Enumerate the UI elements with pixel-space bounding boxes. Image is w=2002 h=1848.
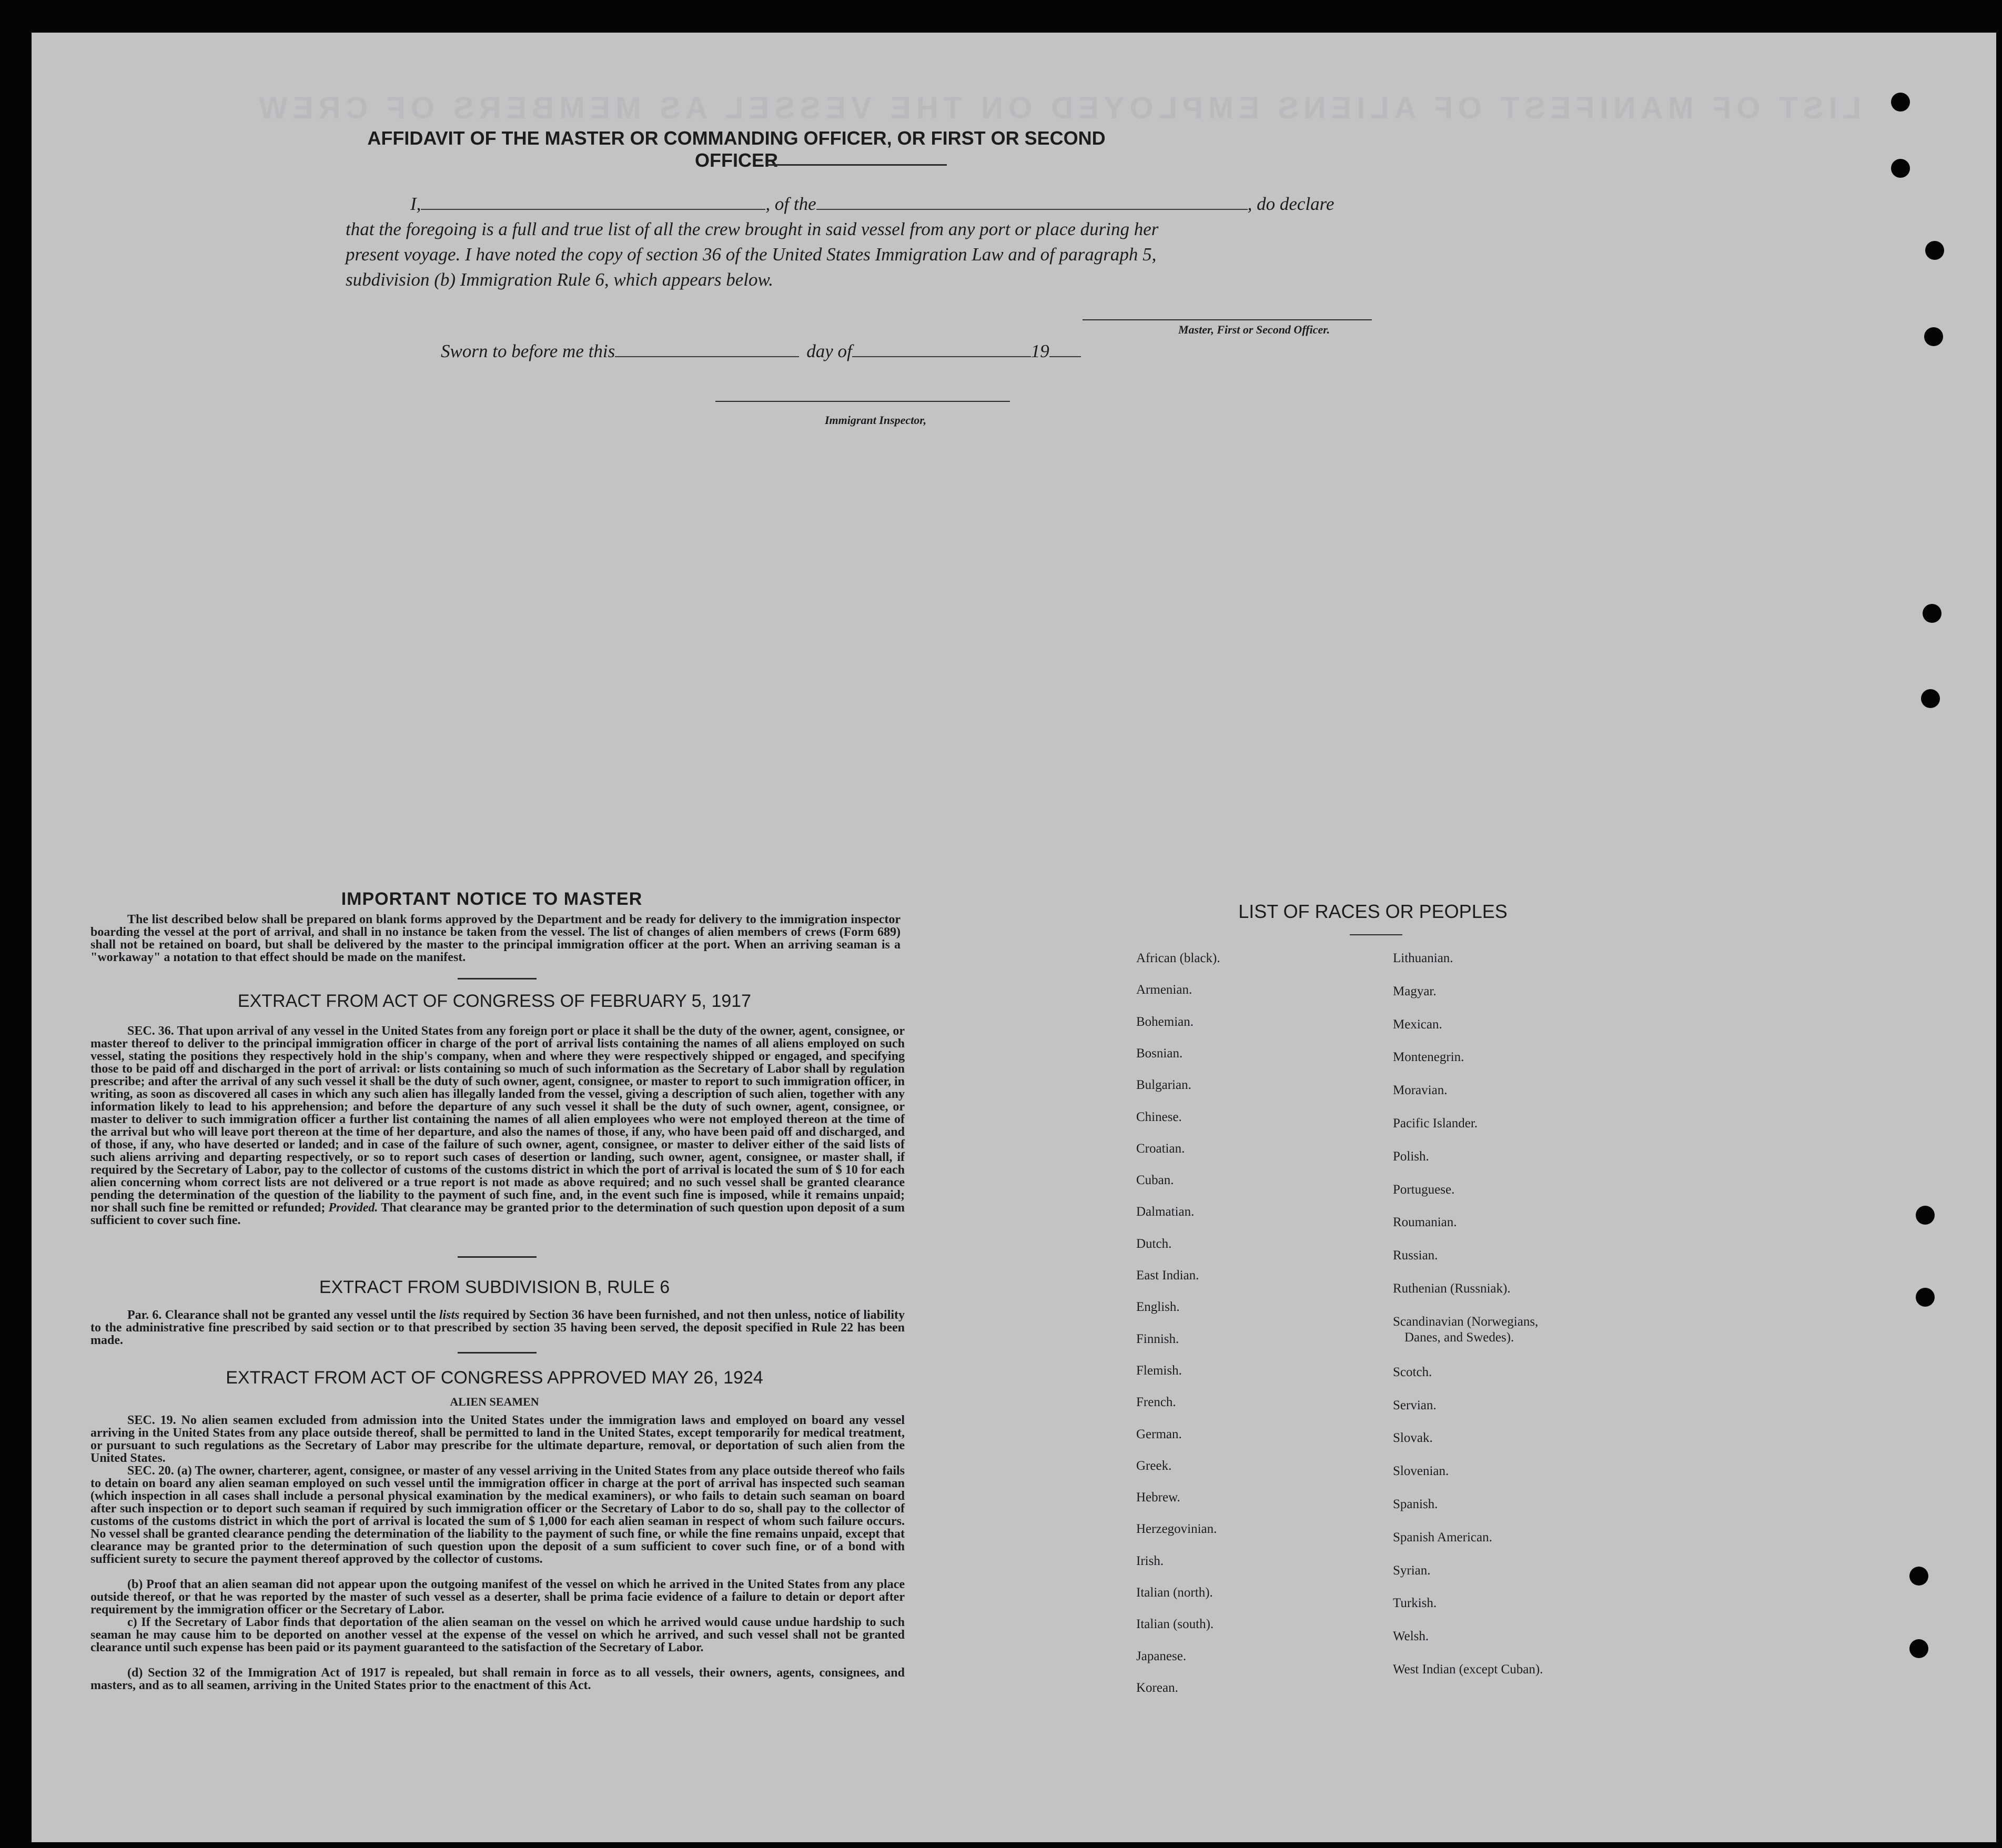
race-item: Russian. bbox=[1393, 1248, 1438, 1263]
binder-hole bbox=[1924, 327, 1943, 346]
sworn-year-blank[interactable] bbox=[1049, 356, 1081, 357]
race-item: Turkish. bbox=[1393, 1596, 1437, 1611]
race-item: Japanese. bbox=[1136, 1649, 1187, 1663]
race-item: Mexican. bbox=[1393, 1017, 1442, 1032]
race-item: Scotch. bbox=[1393, 1365, 1432, 1379]
race-item: Herzegovinian. bbox=[1136, 1522, 1217, 1537]
extract-1924-title: EXTRACT FROM ACT OF CONGRESS APPROVED MAY 26, 1924 bbox=[226, 1368, 763, 1388]
race-item: Chinese. bbox=[1136, 1109, 1182, 1124]
sworn-month-blank[interactable] bbox=[852, 356, 1031, 357]
race-item: Flemish. bbox=[1136, 1363, 1182, 1378]
races-title: LIST OF RACES OR PEOPLES bbox=[1238, 901, 1508, 922]
race-item: Spanish. bbox=[1393, 1497, 1438, 1511]
race-item: Danes, and Swedes). bbox=[1404, 1330, 1514, 1345]
race-item: Armenian. bbox=[1136, 983, 1192, 997]
rule-6-body: Par. 6. Clearance shall not be granted any vessel until the lists required by Section 36 have been furnished, and not then unless, notice of liability to the administrative fine prescribed by said section or to that prescribed by section 35 having been served, the deposit specified in Rule 22 has been made. bbox=[90, 1308, 905, 1347]
inspector-label: Immigrant Inspector, bbox=[825, 413, 927, 427]
binder-hole bbox=[1923, 604, 1942, 623]
binder-hole bbox=[1909, 1639, 1928, 1658]
master-signature-label: Master, First or Second Officer. bbox=[1178, 323, 1330, 336]
extract-1924-sec-19: SEC. 19. No alien seamen excluded from admission into the United States under the immigration laws and employed on board any vessel arriving in the United States from any place outside thereof, shall be permitted to land in the United States, except temporarily for medical treatment, or pursuant to such regulations as the Secretary of Labor may prescribe for the ultimate departure, removal, or deportation of such alien from the United States. bbox=[90, 1413, 905, 1465]
race-item: Moravian. bbox=[1393, 1083, 1448, 1098]
bleed-through-heading: LIST OF MANIFEST OF ALIENS EMPLOYED ON THE VESSEL AS MEMBERS OF CREW bbox=[254, 91, 1861, 125]
race-item: Ruthenian (Russniak). bbox=[1393, 1281, 1511, 1296]
race-item: Finnish. bbox=[1136, 1331, 1179, 1346]
race-item: English. bbox=[1136, 1300, 1180, 1315]
race-item: Slovak. bbox=[1393, 1431, 1433, 1446]
race-item: Dalmatian. bbox=[1136, 1205, 1195, 1219]
race-item: Roumanian. bbox=[1393, 1215, 1457, 1230]
extract-1917-title: EXTRACT FROM ACT OF CONGRESS OF FEBRUARY 5, 1917 bbox=[237, 991, 752, 1011]
race-item: Bohemian. bbox=[1136, 1014, 1194, 1029]
affidavit-title: AFFIDAVIT OF THE MASTER OR COMMANDING OFFICER, OR FIRST OR SECOND OFFICER bbox=[367, 127, 1106, 171]
extract-1924-sec-20a: SEC. 20. (a) The owner, charterer, agent, consignee, or master of any vessel arriving in the United States from any place outside thereof who fails to detain on board any alien seaman employed on such vessel until the immigration officer in charge at the port of arrival has inspected such seaman (which inspection in all cases shall include a personal physical examination by the medical examiners), or who fails to detain such seaman on board after such inspection or to deport such seaman if required by such immigration officer or the Secretary of Labor to do so, shall pay to the collector of customs of the customs district in which the port of arrival is located the sum of $ 1,000 for each alien seaman in respect of whom such failure occurs. No vessel shall be granted clearance pending the determination of the liability to the payment of such fine, or while the fine remains unpaid, except that clearance may be granted prior to the determination of such question upon the deposit of a sum sufficient to cover such fine, or of a bond with sufficient surety to secure the payment thereof approved by the collector of customs. bbox=[90, 1464, 905, 1566]
race-item: African (black). bbox=[1136, 951, 1220, 965]
sworn-line: Sworn to before me this day of 19 bbox=[441, 341, 1081, 362]
extract-1924-sec-20b: (b) Proof that an alien seaman did not appear upon the outgoing manifest of the vessel on which he arrived in the United States from any place outside thereof, or that he was reported by the master of such vessel as a deserter, shall be prima facie evidence of a failure to detain or deport after requirement by the immigration officer or the Secretary of Labor. bbox=[90, 1578, 905, 1617]
race-item: German. bbox=[1136, 1427, 1182, 1441]
notice-rule bbox=[458, 978, 537, 979]
binder-hole bbox=[1916, 1206, 1935, 1225]
race-item: Greek. bbox=[1136, 1458, 1172, 1473]
race-item: Portuguese. bbox=[1393, 1182, 1455, 1197]
rule-6-rule bbox=[458, 1352, 537, 1354]
race-item: Pacific Islander. bbox=[1393, 1116, 1478, 1130]
binder-hole bbox=[1921, 689, 1940, 708]
binder-hole bbox=[1891, 159, 1910, 178]
race-item: Italian (south). bbox=[1136, 1617, 1214, 1632]
inspector-signature-line[interactable] bbox=[715, 401, 1010, 402]
race-item: Servian. bbox=[1393, 1398, 1437, 1412]
race-item: Welsh. bbox=[1393, 1629, 1429, 1644]
extract-1924-sec-20d: (d) Section 32 of the Immigration Act of 1917 is repealed, but shall remain in force as to all vessels, their owners, agents, consignees, and masters, and as to all seamen, arriving in the United States prior to the enactment of this Act. bbox=[90, 1666, 905, 1692]
race-item: Bosnian. bbox=[1136, 1046, 1183, 1061]
races-title-rule bbox=[1350, 934, 1402, 935]
extract-1924-subtitle: ALIEN SEAMEN bbox=[450, 1395, 539, 1408]
affidavit-line-1: I, , of the , do declare bbox=[410, 194, 1334, 214]
race-item: Croatian. bbox=[1136, 1141, 1185, 1156]
race-item: French. bbox=[1136, 1395, 1176, 1410]
binder-hole bbox=[1916, 1288, 1935, 1307]
affidavit-line-4: subdivision (b) Immigration Rule 6, which appears below. bbox=[346, 269, 774, 290]
declarant-name-blank[interactable] bbox=[421, 209, 765, 210]
binder-hole bbox=[1925, 241, 1944, 260]
race-item: Montenegrin. bbox=[1393, 1050, 1464, 1065]
rule-6-title: EXTRACT FROM SUBDIVISION B, RULE 6 bbox=[319, 1277, 670, 1297]
race-item: Slovenian. bbox=[1393, 1464, 1449, 1479]
master-signature-line[interactable] bbox=[1083, 319, 1372, 320]
notice-body: The list described below shall be prepared on blank forms approved by the Department and be ready for delivery to the immigration inspector boarding the vessel at the port of arrival, and shall in no instance be taken from the vessel. The list of changes of alien members of crews (Form 689) shall not be retained on board, but shall be delivered by the master to the principal immigration officer at the port. When an arriving seaman is a "workaway" a notation to that effect should be made on the manifest. bbox=[90, 913, 901, 964]
race-item: West Indian (except Cuban). bbox=[1393, 1662, 1543, 1677]
notice-title: IMPORTANT NOTICE TO MASTER bbox=[341, 889, 643, 909]
affidavit-line-3: present voyage. I have noted the copy of section 36 of the United States Immigration Law and of paragraph 5, bbox=[346, 244, 1157, 265]
vessel-name-blank[interactable] bbox=[816, 209, 1248, 210]
race-item: Bulgarian. bbox=[1136, 1078, 1191, 1093]
extract-1917-body: SEC. 36. That upon arrival of any vessel in the United States from any foreign port or place it shall be the duty of the owner, agent, consignee, or master thereof to deliver to the principal immigration officer in charge of the port of arrival lists containing the names of all aliens employed on such vessel, stating the positions they respectively hold in the ship's company, when and where they were respectively shipped or engaged, and specifying those to be paid off and discharged in the port of arrival: or lists containing so much of such information as the Secretary of Labor shall by regulation prescribe; and after the arrival of any such vessel it shall be the duty of such owner, agent, consignee, or master to report to such immigration officer, in writing, as soon as discovered all cases in which any such alien has illegally landed from the vessel, giving a description of such alien, together with any information likely to lead to his apprehension; and before the departure of any such vessel it shall be the duty of such owner, agent, consignee, or master to deliver to such immigration officer a further list containing the names of all alien employees who were not employed thereon at the time of the arrival but who will leave port thereon at the time of her departure, and also the names of those, if any, who have been paid off and discharged, and of those, if any, who have deserted or landed; and in case of the failure of such owner, agent, consignee, or master to deliver either of the said lists of such aliens arriving and departing respectively, or so to report such cases of desertion or landing, such owner, agent, consignee, or master shall, if required by the Secretary of Labor, pay to the collector of customs of the customs district in which the port of arrival is located the sum of $ 10 for each alien concerning whom correct lists are not delivered or a true report is not made as above required; and no such vessel shall be granted clearance pending the determination of the question of the liability to the payment of such fine, and, in the event such fine is imposed, while it remains unpaid; nor shall such fine be remitted or refunded; Provided. That clearance may be granted prior to the determination of such question upon deposit of a sum sufficient to cover such fine. bbox=[90, 1024, 905, 1227]
affidavit-title-rule bbox=[768, 164, 947, 166]
affidavit-line-2: that the foregoing is a full and true list of all the crew brought in said vessel from any port or place during her bbox=[346, 219, 1159, 239]
race-item: Hebrew. bbox=[1136, 1490, 1180, 1505]
race-item: East Indian. bbox=[1136, 1268, 1199, 1283]
extract-1924-sec-20c: c) If the Secretary of Labor finds that deportation of the alien seaman on the vessel on which he arrived would cause undue hardship to such seaman he may cause him to be deported on another vessel at the expense of the vessel on which he arrived, and such vessel shall not be granted clearance until such expense has been paid or its payment guaranteed to the satisfaction of the Secretary of Labor. bbox=[90, 1615, 905, 1654]
race-item: Irish. bbox=[1136, 1553, 1164, 1568]
race-item: Scandinavian (Norwegians, bbox=[1393, 1314, 1539, 1329]
binder-hole bbox=[1909, 1567, 1928, 1586]
extract-1917-rule bbox=[458, 1256, 537, 1258]
race-item: Magyar. bbox=[1393, 984, 1437, 998]
sworn-day-blank[interactable] bbox=[615, 356, 799, 357]
race-item: Korean. bbox=[1136, 1680, 1178, 1695]
race-item: Dutch. bbox=[1136, 1236, 1172, 1251]
document-page bbox=[32, 33, 1996, 1842]
race-item: Polish. bbox=[1393, 1149, 1429, 1164]
race-item: Cuban. bbox=[1136, 1173, 1174, 1188]
race-item: Italian (north). bbox=[1136, 1586, 1213, 1600]
binder-hole bbox=[1891, 93, 1910, 112]
race-item: Lithuanian. bbox=[1393, 951, 1453, 965]
race-item: Spanish American. bbox=[1393, 1530, 1492, 1544]
race-item: Syrian. bbox=[1393, 1563, 1431, 1578]
